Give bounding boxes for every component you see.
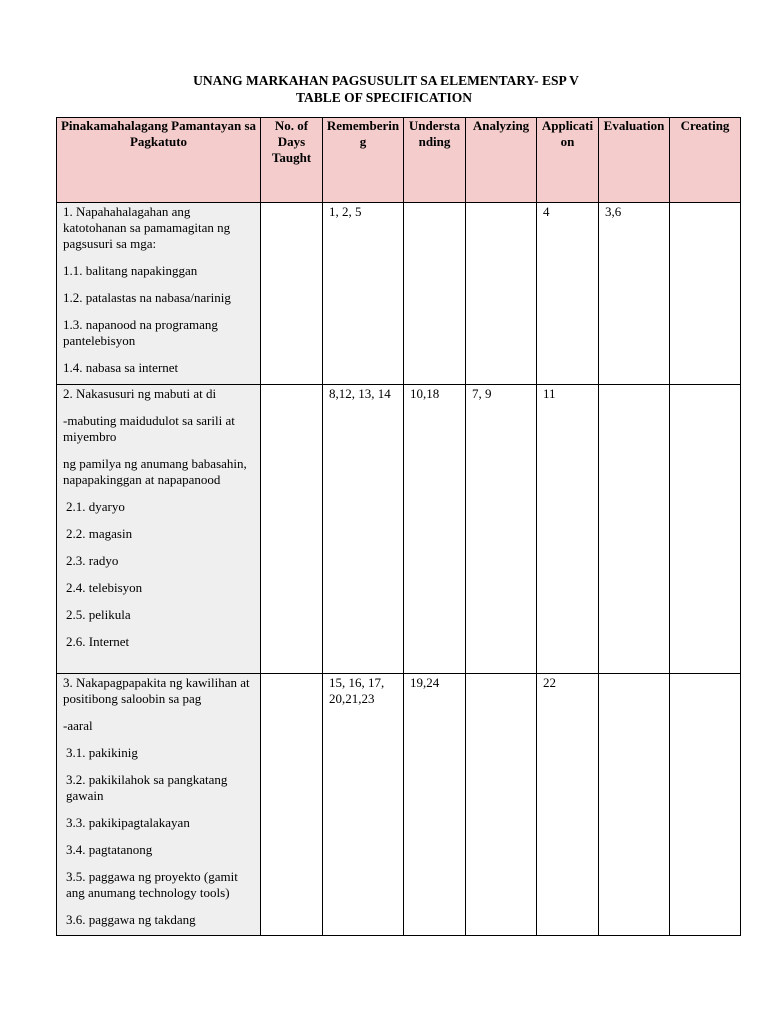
competency-text: -mabuting maidudulot sa sarili at miyembro — [63, 413, 235, 444]
specification-table — [56, 117, 741, 936]
analyzing-cell: 7, 9 — [466, 385, 537, 674]
evaluation-cell — [599, 674, 670, 936]
evaluation-cell — [599, 385, 670, 674]
application-cell: 11 — [537, 385, 599, 674]
competency-text: 2.1. dyaryo — [66, 499, 125, 514]
competency-text: 1.2. patalastas na nabasa/narinig — [63, 290, 231, 305]
remembering-cell: 1, 2, 5 — [323, 203, 404, 385]
competency-text: 2. Nakasusuri ng mabuti at di — [63, 386, 217, 401]
competency-text: 3.3. pakikipagtalakayan — [66, 815, 190, 830]
competency-text: 1. Napahahalagahan ang katotohanan sa pamamagitan ng pagsusuri sa mga: — [63, 204, 231, 251]
competency-text: 2.4. telebisyon — [66, 580, 143, 595]
header-remembering: Remembering — [323, 118, 404, 203]
creating-cell — [670, 385, 741, 674]
competency-text: 2.5. pelikula — [66, 607, 131, 622]
competency-cell — [57, 203, 261, 385]
header-evaluation: Evaluation — [599, 118, 670, 203]
header-understanding: Understanding — [404, 118, 466, 203]
application-cell: 22 — [537, 674, 599, 936]
header-creating: Creating — [670, 118, 741, 203]
document-title — [0, 72, 768, 106]
header-row — [57, 118, 741, 203]
competency-text: 3.1. pakikinig — [66, 745, 138, 760]
days-taught-cell — [261, 674, 323, 936]
days-taught-cell — [261, 385, 323, 674]
competency-text: 1.4. nabasa sa internet — [63, 360, 179, 375]
table-row — [57, 203, 741, 385]
understanding-cell — [404, 203, 466, 385]
days-taught-cell — [261, 203, 323, 385]
competency-text: 2.6. Internet — [66, 634, 130, 649]
competency-text: 1.3. napanood na programang pantelebisyon — [63, 317, 218, 348]
header-analyzing: Analyzing — [466, 118, 537, 203]
competency-text: 3.2. pakikilahok sa pangkatang gawain — [66, 772, 228, 803]
header-competency: Pinakamahalagang Pamantayan sa Pagkatuto — [57, 118, 261, 203]
title-line-1: UNANG MARKAHAN PAGSUSULIT SA ELEMENTARY- ESP V — [193, 73, 579, 88]
creating-cell — [670, 203, 741, 385]
understanding-cell: 19,24 — [404, 674, 466, 936]
competency-text: 1.1. balitang napakinggan — [63, 263, 198, 278]
competency-text: 3. Nakapagpapakita ng kawilihan at positibong saloobin sa pag — [63, 675, 250, 706]
competency-text: 2.3. radyo — [66, 553, 119, 568]
table-row — [57, 385, 741, 674]
title-line-2: TABLE OF SPECIFICATION — [295, 90, 473, 105]
analyzing-cell — [466, 674, 537, 936]
application-cell: 4 — [537, 203, 599, 385]
remembering-cell: 15, 16, 17, 20,21,23 — [323, 674, 404, 936]
evaluation-cell: 3,6 — [599, 203, 670, 385]
competency-text: 3.5. paggawa ng proyekto (gamit ang anumang technology tools) — [66, 869, 238, 900]
table-row — [57, 674, 741, 936]
analyzing-cell — [466, 203, 537, 385]
competency-text: 3.6. paggawa ng takdang — [66, 912, 196, 927]
competency-text: 2.2. magasin — [66, 526, 133, 541]
header-application: Application — [537, 118, 599, 203]
header-days-taught: No. of Days Taught — [261, 118, 323, 203]
competency-cell — [57, 674, 261, 936]
competency-text: 3.4. pagtatanong — [66, 842, 153, 857]
creating-cell — [670, 674, 741, 936]
competency-cell — [57, 385, 261, 674]
competency-text: ng pamilya ng anumang babasahin, napapakinggan at napapanood — [63, 456, 247, 487]
competency-text: -aaral — [63, 718, 93, 733]
understanding-cell: 10,18 — [404, 385, 466, 674]
remembering-cell: 8,12, 13, 14 — [323, 385, 404, 674]
